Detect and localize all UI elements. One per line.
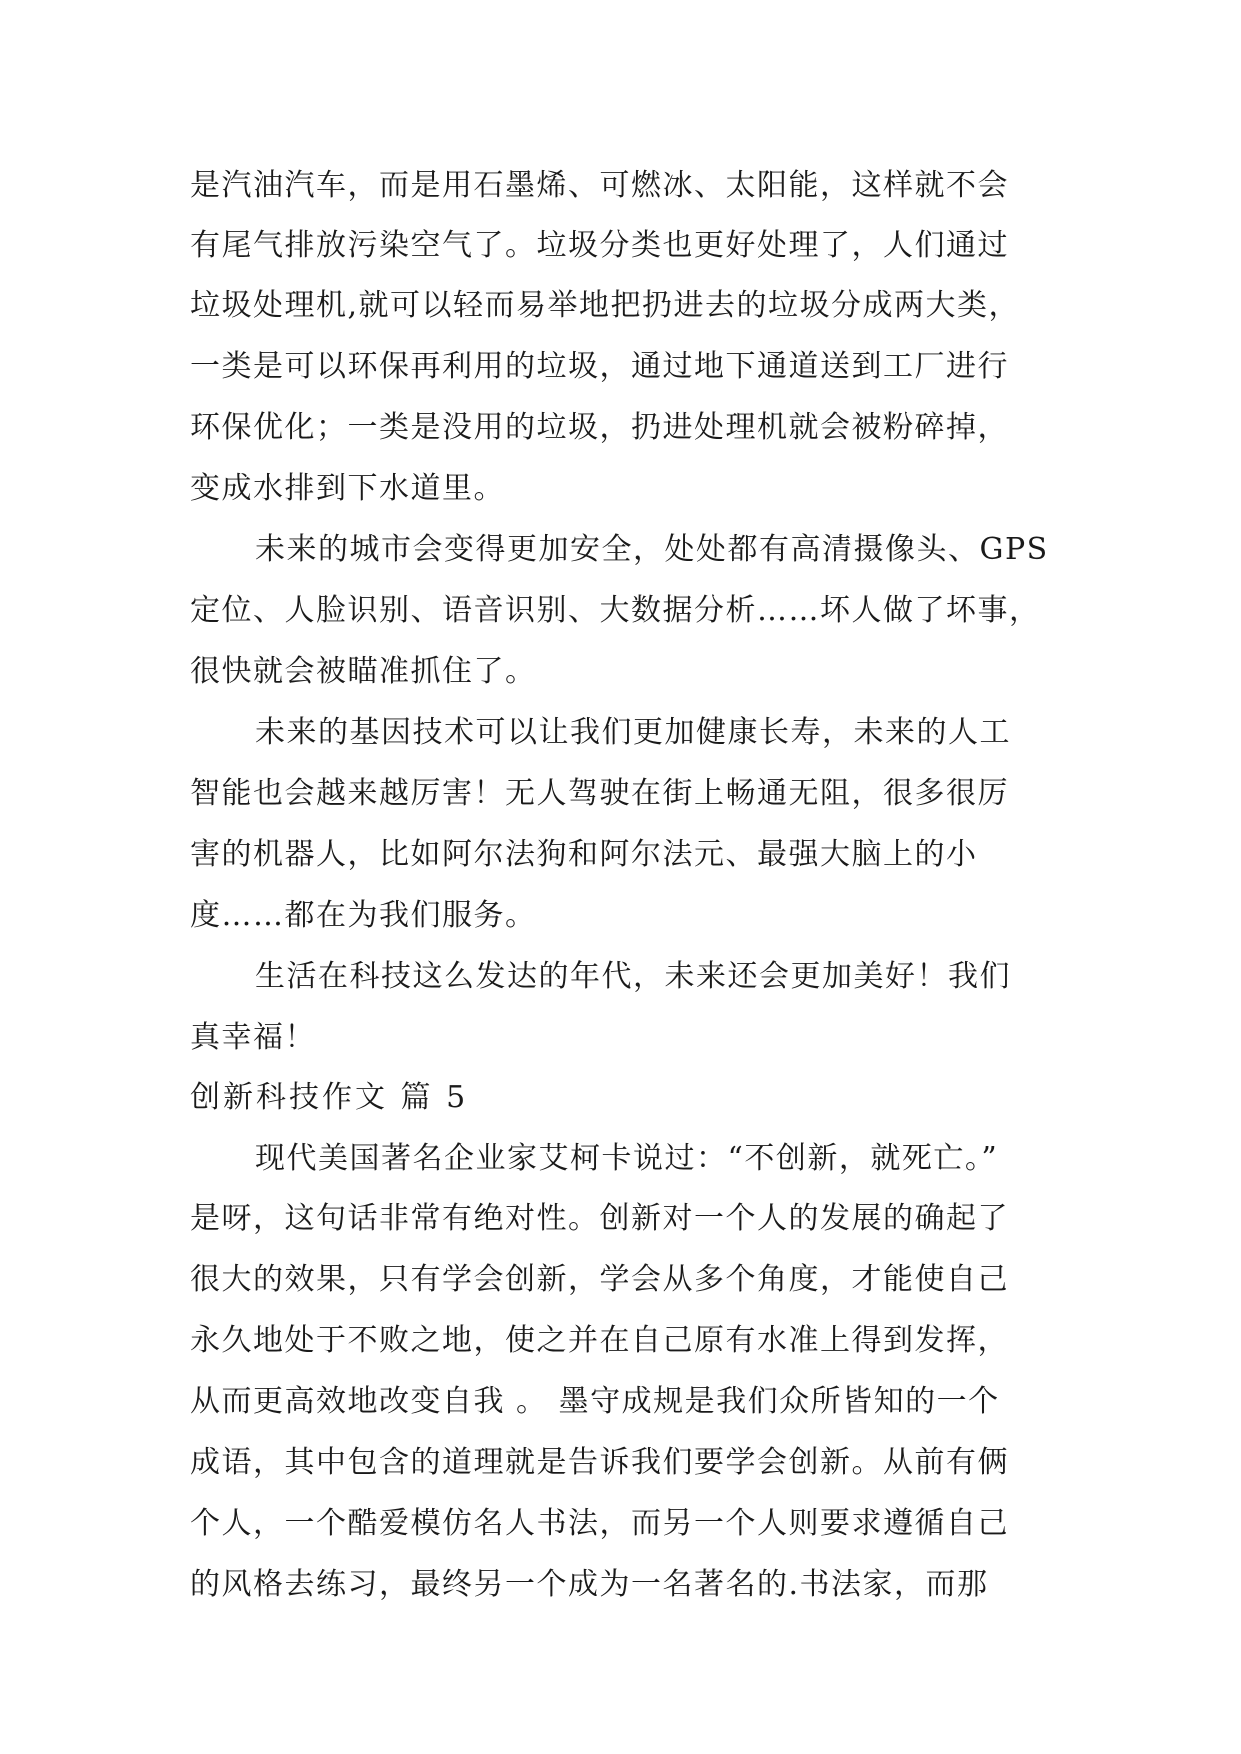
text-line: 是呀，这句话非常有绝对性。创新对一个人的发展的确起了 (190, 1201, 1009, 1236)
text-line: 有尾气排放污染空气了。垃圾分类也更好处理了，人们通过 (190, 228, 1009, 263)
text-line: 从而更高效地改变自我 。 墨守成规是我们众所皆知的一个 (190, 1384, 1000, 1419)
text-line: 定位、人脸识别、语音识别、大数据分析……坏人做了坏事， (190, 593, 1041, 628)
text-line: 很快就会被瞄准抓住了。 (190, 654, 537, 689)
text-line: 成语，其中包含的道理就是告诉我们要学会创新。从前有俩 (190, 1445, 1009, 1480)
text-line: 是汽油汽车，而是用石墨烯、可燃冰、太阳能，这样就不会 (190, 168, 1009, 203)
text-line: 生活在科技这么发达的年代，未来还会更加美好！我们 (255, 959, 1011, 994)
text-line: 度……都在为我们服务。 (190, 898, 537, 933)
text-line: 很大的效果，只有学会创新，学会从多个角度，才能使自己 (190, 1262, 1009, 1297)
text-line: 现代美国著名企业家艾柯卡说过：“不创新，就死亡。” (255, 1141, 999, 1176)
text-line: 永久地处于不败之地，使之并在自己原有水准上得到发挥， (190, 1323, 1009, 1358)
text-line: 害的机器人，比如阿尔法狗和阿尔法元、最强大脑上的小 (190, 837, 978, 872)
text-line: 智能也会越来越厉害！无人驾驶在街上畅通无阻，很多很厉 (190, 776, 1009, 811)
section-heading: 创新科技作文 篇 5 (190, 1080, 469, 1115)
text-line: 变成水排到下水道里。 (190, 471, 505, 506)
text-line: 真幸福！ (190, 1020, 316, 1055)
text-line: 未来的城市会变得更加安全，处处都有高清摄像头、GPS (255, 532, 1049, 567)
text-line: 未来的基因技术可以让我们更加健康长寿，未来的人工 (255, 715, 1011, 750)
text-line: 一类是可以环保再利用的垃圾，通过地下通道送到工厂进行 (190, 349, 1009, 384)
text-line: 的风格去练习，最终另一个成为一名著名的.书法家，而那 (190, 1567, 989, 1602)
text-line: 个人，一个酷爱模仿名人书法，而另一个人则要求遵循自己 (190, 1506, 1009, 1541)
text-line: 环保优化；一类是没用的垃圾，扔进处理机就会被粉碎掉， (190, 410, 1009, 445)
text-line: 垃圾处理机,就可以轻而易举地把扔进去的垃圾分成两大类， (190, 288, 1021, 323)
